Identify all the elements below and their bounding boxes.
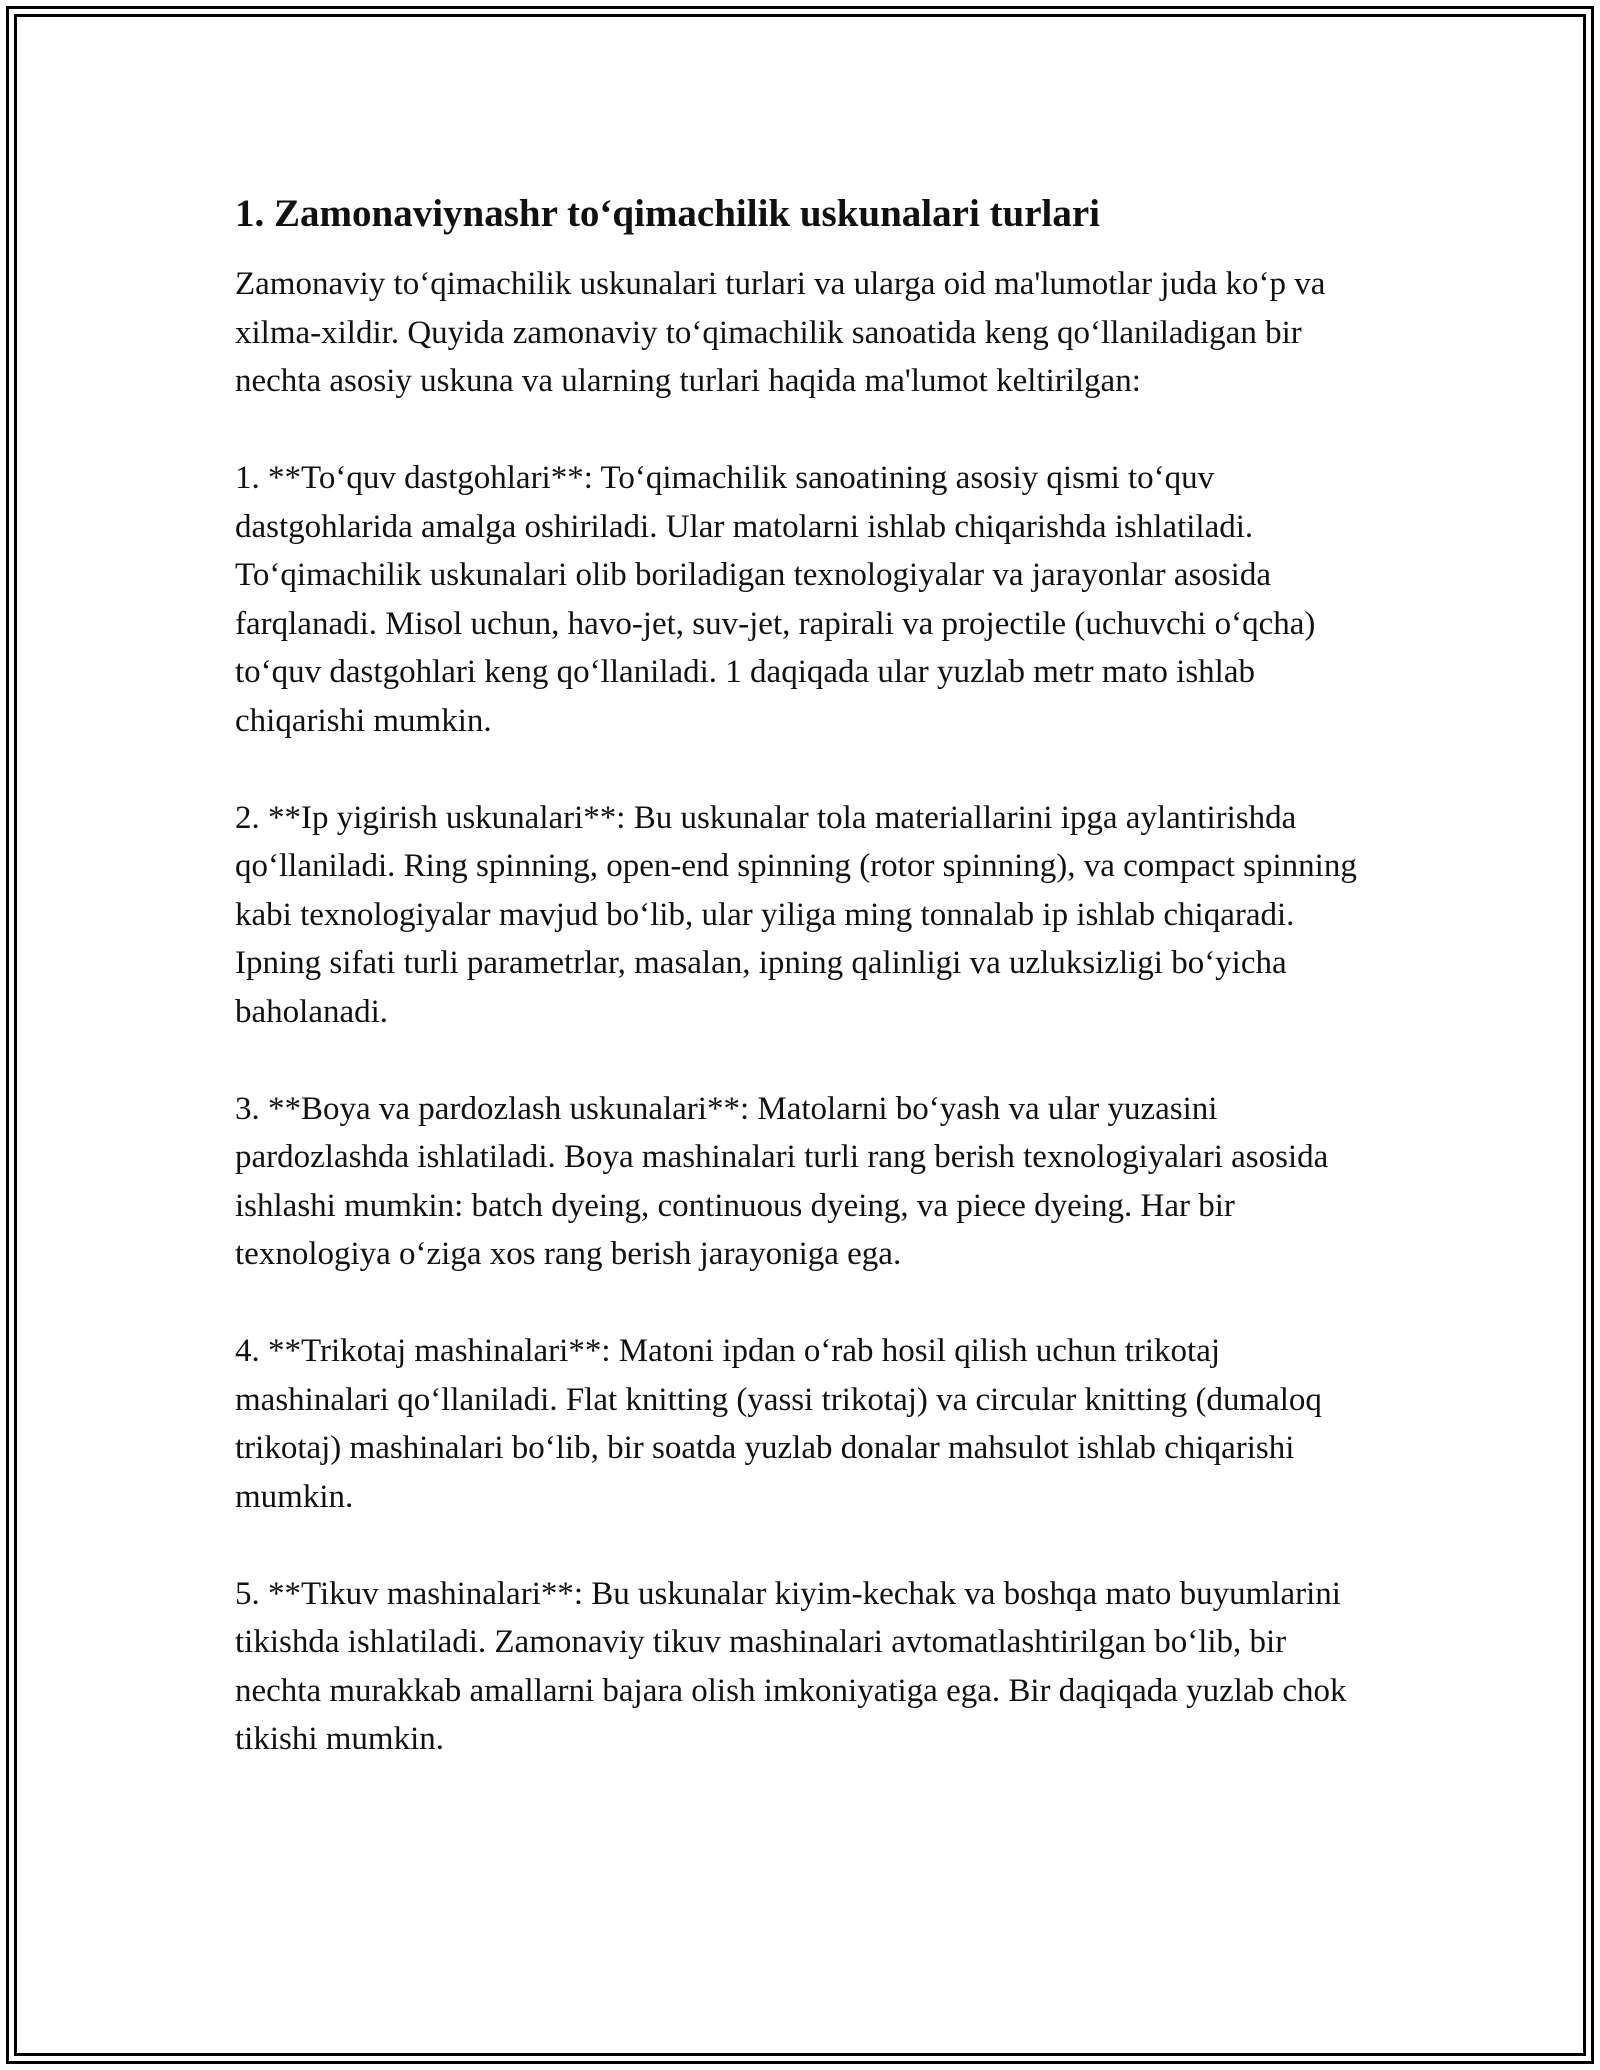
list-item-dyeing: 3. **Boya va pardozlash uskunalari**: Matolarni bo‘yash va ular yuzasini pardozlashda ishlatiladi. Boya mashinalari turli rang berish texnologiyalari asosida ishlashi mumkin: batch dyeing, continuous dyeing, va piece dyeing. Har bir texnologiya o‘ziga xos rang berish jarayoniga ega.: [235, 1090, 1329, 1272]
list-item-spinning: 2. **Ip yigirish uskunalari**: Bu uskunalar tola materiallarini ipga aylantirishda qo‘llaniladi. Ring spinning, open-end spinning (rotor spinning), va compact spinning kabi texnologiyalar mavjud bo‘lib, ular yiliga ming tonnalab ip ishlab chiqaradi. Ipning sifati turli parametrlar, masalan, ipning qalinligi va uzluksizligi bo‘yicha baholanadi.: [235, 799, 1357, 1030]
list-item-sewing: 5. **Tikuv mashinalari**: Bu uskunalar kiyim-kechak va boshqa mato buyumlarini tikishda ishlatiladi. Zamonaviy tikuv mashinalari avtomatlashtirilgan bo‘lib, bir nechta murakkab amallarni bajara olish imkoniyatiga ega. Bir daqiqada yuzlab chok tikishi mumkin.: [235, 1575, 1347, 1757]
document-heading: 1. Zamonaviynashr to‘qimachilik uskunalari turlari: [235, 192, 1101, 235]
intro-paragraph: Zamonaviy to‘qimachilik uskunalari turlari va ularga oid ma'lumotlar juda ko‘p va xilma-xildir. Quyida zamonaviy to‘qimachilik sanoatida keng qo‘llaniladigan bir nechta asosiy uskuna va ularning turlari haqida ma'lumot keltirilgan:: [235, 266, 1326, 399]
document-body: [235, 188, 1375, 1764]
list-item-looms: 1. **To‘quv dastgohlari**: To‘qimachilik sanoatining asosiy qismi to‘quv dastgohlarida amalga oshiriladi. Ular matolarni ishlab chiqarishda ishlatiladi. To‘qimachilik uskunalari olib boriladigan texnologiyalar va jarayonlar asosida farqlanadi. Misol uchun, havo-jet, suv-jet, rapirali va projectile (uchuvchi o‘qcha) to‘quv dastgohlari keng qo‘llaniladi. 1 daqiqada ular yuzlab metr mato ishlab chiqarishi mumkin.: [235, 460, 1316, 739]
list-item-knitting: 4. **Trikotaj mashinalari**: Matoni ipdan o‘rab hosil qilish uchun trikotaj mashinalari qo‘llaniladi. Flat knitting (yassi trikotaj) va circular knitting (dumaloq trikotaj) mashinalari bo‘lib, bir soatda yuzlab donalar mahsulot ishlab chiqarishi mumkin.: [235, 1333, 1322, 1515]
